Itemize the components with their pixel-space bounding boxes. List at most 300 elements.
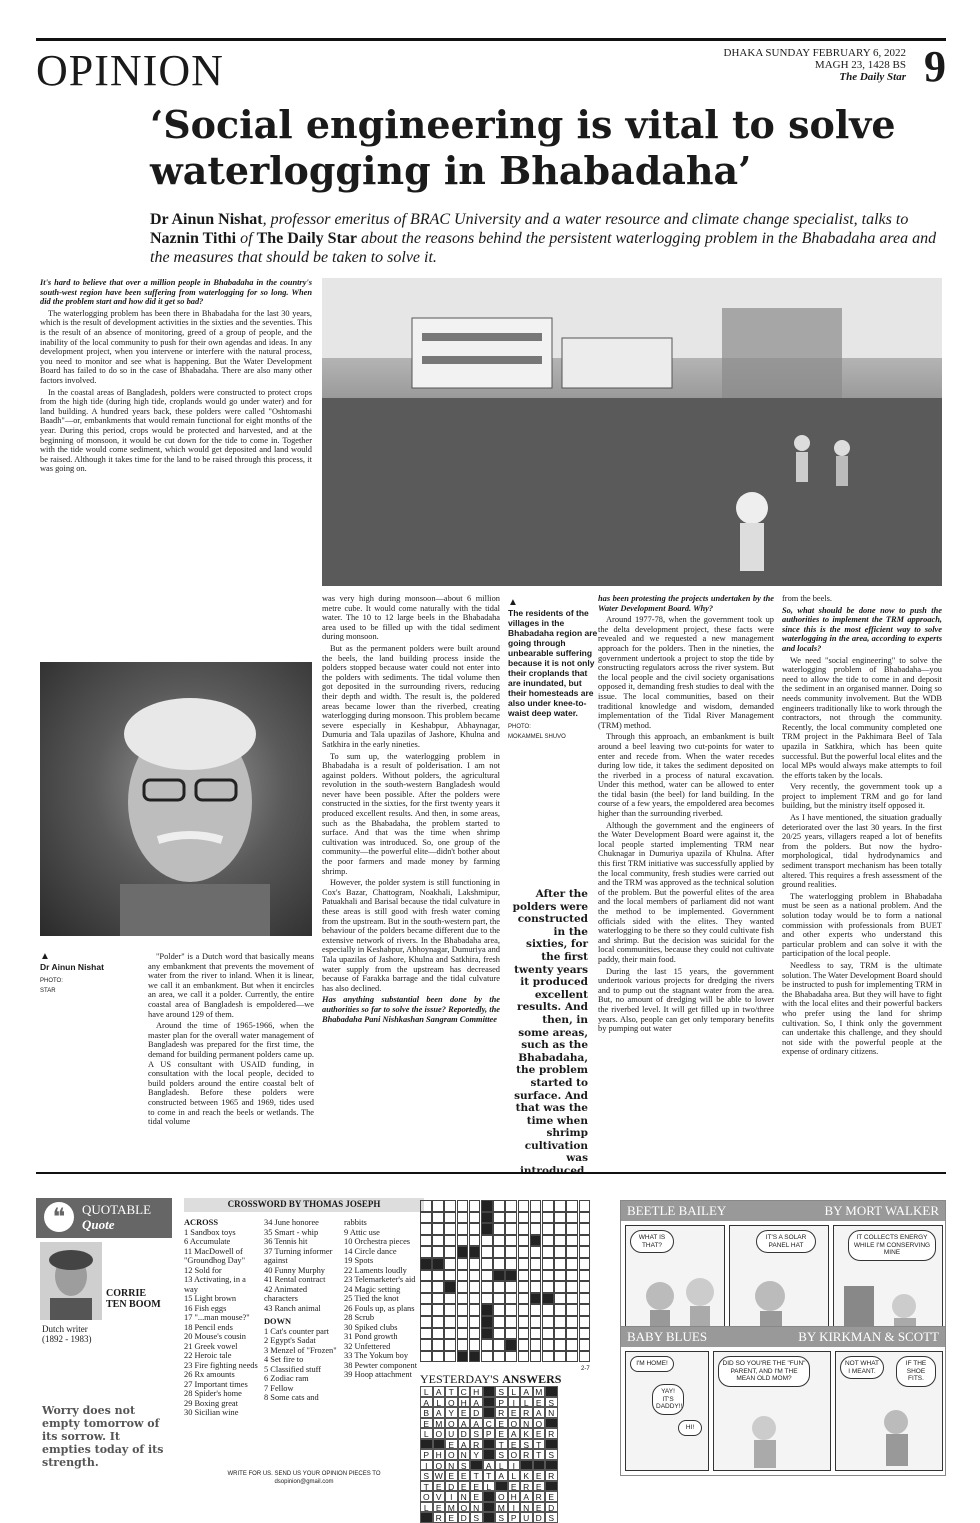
photo-credit bbox=[508, 722, 598, 742]
grid-cell[interactable] bbox=[469, 1328, 481, 1340]
grid-cell[interactable] bbox=[420, 1212, 432, 1224]
grid-cell[interactable] bbox=[554, 1351, 566, 1363]
clue-column-1 bbox=[184, 1218, 260, 1418]
grid-cell[interactable] bbox=[530, 1316, 542, 1328]
grid-cell[interactable] bbox=[505, 1258, 517, 1270]
answer-cell: S bbox=[495, 1386, 508, 1397]
grid-cell[interactable] bbox=[444, 1328, 456, 1340]
grid-cell[interactable] bbox=[457, 1246, 469, 1258]
clue: rabbits bbox=[344, 1218, 367, 1227]
grid-cell[interactable] bbox=[481, 1223, 493, 1235]
author-last-name: TEN BOOM bbox=[106, 1299, 161, 1310]
dateline bbox=[724, 47, 906, 83]
grid-cell[interactable] bbox=[469, 1246, 481, 1258]
clue: 20 Mouse's cousin bbox=[184, 1332, 246, 1341]
grid-cell[interactable] bbox=[566, 1223, 578, 1235]
author-photo bbox=[40, 1242, 102, 1320]
grid-cell[interactable] bbox=[457, 1258, 469, 1270]
grid-cell[interactable] bbox=[505, 1246, 517, 1258]
grid-cell[interactable] bbox=[542, 1200, 554, 1212]
grid-cell[interactable] bbox=[444, 1339, 456, 1351]
grid-cell[interactable] bbox=[481, 1270, 493, 1282]
grid-cell[interactable] bbox=[554, 1316, 566, 1328]
answer-cell: L bbox=[420, 1502, 433, 1513]
down-label: DOWN bbox=[264, 1317, 291, 1326]
grid-cell[interactable] bbox=[518, 1258, 530, 1270]
standfirst-text: about the reasons behind the persistent waterlogging problem in the Bhabadaha area and the measures that should be taken to solve it. bbox=[150, 230, 937, 266]
answer-cell: I bbox=[508, 1460, 521, 1471]
grid-cell[interactable] bbox=[481, 1281, 493, 1293]
grid-cell[interactable] bbox=[493, 1235, 505, 1247]
grid-cell[interactable] bbox=[518, 1200, 530, 1212]
grid-cell[interactable] bbox=[505, 1212, 517, 1224]
grid-cell[interactable] bbox=[444, 1246, 456, 1258]
grid-cell[interactable] bbox=[420, 1328, 432, 1340]
grid-cell[interactable] bbox=[481, 1200, 493, 1212]
grid-cell[interactable] bbox=[505, 1223, 517, 1235]
comic-title: BEETLE BAILEY bbox=[627, 1203, 727, 1218]
answer-cell bbox=[483, 1502, 496, 1513]
crossword-title: CROSSWORD BY THOMAS JOSEPH bbox=[184, 1198, 424, 1212]
answer-cell bbox=[483, 1397, 496, 1408]
grid-cell[interactable] bbox=[566, 1235, 578, 1247]
clue: 26 Rx amounts bbox=[184, 1370, 235, 1379]
article-column-4 bbox=[598, 594, 774, 1167]
answer-cell: W bbox=[433, 1470, 446, 1481]
answer-cell: A bbox=[470, 1418, 483, 1429]
crossword-clues bbox=[184, 1198, 424, 1474]
grid-cell[interactable] bbox=[542, 1223, 554, 1235]
grid-cell[interactable] bbox=[518, 1246, 530, 1258]
answer-cell: E bbox=[445, 1470, 458, 1481]
answer-cell: U bbox=[520, 1512, 533, 1523]
clue: 8 Some cats and bbox=[264, 1393, 319, 1402]
grid-cell[interactable] bbox=[432, 1258, 444, 1270]
grid-cell[interactable] bbox=[420, 1293, 432, 1305]
answer-cell bbox=[545, 1460, 558, 1471]
grid-cell[interactable] bbox=[530, 1293, 542, 1305]
answer-cell: D bbox=[458, 1428, 471, 1439]
grid-cell[interactable] bbox=[444, 1200, 456, 1212]
paragraph: But as the permanent polders were built around the beels, the land building process inside the polders stopped because water could not enter into the polders with sediments. The tidal volume then got deposited in the surrounding rivers, reducing their depth and width. The result is, the poldered areas became lower than the riverbed, creating waterlogging during monsoon. This problem became severe especially in Keshabpur, Abhaynagar, Dumuria and Tala upazilas of Jashore, Khulna and Satkhira in the early nineties. bbox=[322, 643, 500, 749]
bangla-date: MAGH 23, 1428 BS bbox=[814, 59, 906, 71]
grid-cell[interactable] bbox=[481, 1316, 493, 1328]
grid-cell[interactable] bbox=[493, 1304, 505, 1316]
clue: 4 Set fire to bbox=[264, 1355, 304, 1364]
paper-ref: The Daily Star bbox=[256, 230, 358, 247]
grid-cell[interactable] bbox=[469, 1351, 481, 1363]
grid-cell[interactable] bbox=[542, 1304, 554, 1316]
answer-row bbox=[420, 1502, 620, 1513]
grid-cell[interactable] bbox=[493, 1246, 505, 1258]
question: Has anything substantial been done by the authorities so far to solve the issue? Reportedly, the Bhabadaha Pani Nishkashan Sangram Committee bbox=[322, 995, 500, 1024]
quote-author-block bbox=[36, 1242, 172, 1324]
grid-cell[interactable] bbox=[542, 1281, 554, 1293]
grid-cell[interactable] bbox=[554, 1235, 566, 1247]
grid-cell[interactable] bbox=[530, 1270, 542, 1282]
grid-cell[interactable] bbox=[432, 1281, 444, 1293]
grid-cell[interactable] bbox=[420, 1351, 432, 1363]
grid-cell[interactable] bbox=[518, 1304, 530, 1316]
grid-cell[interactable] bbox=[457, 1235, 469, 1247]
answer-cell: I bbox=[508, 1502, 521, 1513]
grid-cell[interactable] bbox=[566, 1304, 578, 1316]
answer-cell: E bbox=[433, 1502, 446, 1513]
answer-cell: L bbox=[433, 1397, 446, 1408]
clue: 27 Important times bbox=[184, 1379, 248, 1389]
author-occupation: Dutch writer bbox=[42, 1324, 88, 1334]
grid-cell[interactable] bbox=[505, 1293, 517, 1305]
answer-cell bbox=[483, 1439, 496, 1450]
answer-cell: M bbox=[533, 1386, 546, 1397]
grid-cell[interactable] bbox=[444, 1281, 456, 1293]
grid-cell[interactable] bbox=[444, 1223, 456, 1235]
grid-cell[interactable] bbox=[505, 1270, 517, 1282]
grid-cell[interactable] bbox=[469, 1316, 481, 1328]
grid-cell[interactable] bbox=[444, 1304, 456, 1316]
answer-cell bbox=[483, 1449, 496, 1460]
clue: 29 Boxing great bbox=[184, 1398, 238, 1408]
answer-cell bbox=[545, 1439, 558, 1450]
grid-cell[interactable] bbox=[554, 1212, 566, 1224]
grid-cell[interactable] bbox=[469, 1281, 481, 1293]
grid-cell[interactable] bbox=[554, 1223, 566, 1235]
clue: 36 Tennis hit bbox=[264, 1237, 308, 1246]
grid-cell[interactable] bbox=[493, 1200, 505, 1212]
grid-cell[interactable] bbox=[554, 1304, 566, 1316]
answer-cell: S bbox=[420, 1470, 433, 1481]
pull-quote: After the polders were constructed in the sixties, for the first twenty years it produced excellent results. And then, in some areas, such as the Bhabadaha, the problem started to surface. And that was the time when shrimp cultivation was bbox=[512, 888, 588, 1165]
grid-cell[interactable] bbox=[566, 1351, 578, 1363]
grid-cell[interactable] bbox=[554, 1258, 566, 1270]
credit-name: STAR bbox=[40, 988, 56, 994]
grid-cell[interactable] bbox=[457, 1304, 469, 1316]
clue: 13 Activating, in a way bbox=[184, 1275, 246, 1294]
grid-cell[interactable] bbox=[505, 1316, 517, 1328]
grid-cell[interactable] bbox=[518, 1328, 530, 1340]
clue: 16 Fish eggs bbox=[184, 1303, 227, 1313]
grid-cell[interactable] bbox=[432, 1212, 444, 1224]
interviewee-name: Dr Ainun Nishat bbox=[150, 211, 263, 228]
grid-cell[interactable] bbox=[481, 1351, 493, 1363]
grid-cell[interactable] bbox=[457, 1270, 469, 1282]
answer-cell bbox=[533, 1460, 546, 1471]
paragraph: However, the polder system is still functioning in Cox's Bazar, Chattogram, Noakhali, Lakshmipur, Patuakhali and Barisal because the tidal culvature in these areas is still good with fresh water coming from the upstream. But in the south-western part, the behaviour of the polders became different due to the extensive network of rivers. In the Bhabadaha area, especially in Keshabpur, Abhoynagar, Dumuriya and Tala upazilas of Jashore, Khulna and Satkhira, fresh water supply from the upstream has decreased because of Farakka barrage and the tidal culvature has also declined. bbox=[322, 878, 500, 993]
answer-cell: Y bbox=[470, 1449, 483, 1460]
clue: 33 The Yokum boy bbox=[344, 1351, 409, 1360]
answer-cell: R bbox=[545, 1428, 558, 1439]
grid-cell[interactable] bbox=[457, 1281, 469, 1293]
grid-cell[interactable] bbox=[542, 1246, 554, 1258]
clue: 35 Smart - whip bbox=[264, 1227, 319, 1237]
quote-mark-icon: ❝ bbox=[44, 1202, 74, 1232]
grid-cell[interactable] bbox=[432, 1328, 444, 1340]
grid-cell[interactable] bbox=[518, 1212, 530, 1224]
grid-cell[interactable] bbox=[493, 1339, 505, 1351]
grid-cell[interactable] bbox=[432, 1316, 444, 1328]
answers-title-b: ANSWERS bbox=[502, 1372, 562, 1386]
grid-cell[interactable] bbox=[469, 1200, 481, 1212]
clue: 34 June honoree bbox=[264, 1218, 319, 1227]
grid-cell[interactable] bbox=[518, 1270, 530, 1282]
grid-cell[interactable] bbox=[518, 1223, 530, 1235]
grid-cell[interactable] bbox=[481, 1339, 493, 1351]
grid-cell[interactable] bbox=[493, 1328, 505, 1340]
answer-cell: E bbox=[458, 1407, 471, 1418]
photo-caption bbox=[508, 598, 598, 742]
answer-cell: A bbox=[433, 1386, 446, 1397]
grid-cell[interactable] bbox=[566, 1281, 578, 1293]
grid-cell[interactable] bbox=[530, 1328, 542, 1340]
grid-cell[interactable] bbox=[518, 1316, 530, 1328]
answer-cell: L bbox=[508, 1386, 521, 1397]
grid-cell[interactable] bbox=[444, 1316, 456, 1328]
grid-cell[interactable] bbox=[444, 1235, 456, 1247]
answer-cell: E bbox=[533, 1428, 546, 1439]
grid-cell[interactable] bbox=[420, 1270, 432, 1282]
grid-cell[interactable] bbox=[554, 1339, 566, 1351]
grid-cell[interactable] bbox=[457, 1339, 469, 1351]
grid-cell[interactable] bbox=[542, 1258, 554, 1270]
grid-cell[interactable] bbox=[579, 1339, 591, 1351]
grid-cell[interactable] bbox=[481, 1293, 493, 1305]
grid-cell[interactable] bbox=[530, 1339, 542, 1351]
grid-cell[interactable] bbox=[493, 1281, 505, 1293]
answer-cell: E bbox=[470, 1491, 483, 1502]
grid-cell[interactable] bbox=[457, 1351, 469, 1363]
grid-cell[interactable] bbox=[420, 1235, 432, 1247]
grid-cell[interactable] bbox=[566, 1328, 578, 1340]
grid-cell[interactable] bbox=[493, 1223, 505, 1235]
grid-cell[interactable] bbox=[566, 1246, 578, 1258]
grid-cell[interactable] bbox=[579, 1270, 591, 1282]
grid-cell[interactable] bbox=[542, 1339, 554, 1351]
answer-row bbox=[420, 1481, 620, 1492]
grid-cell[interactable] bbox=[493, 1258, 505, 1270]
speech-bubble: IF THE SHOE FITS. bbox=[896, 1356, 936, 1387]
grid-cell[interactable] bbox=[579, 1235, 591, 1247]
answer-cell bbox=[420, 1439, 433, 1450]
grid-cell[interactable] bbox=[579, 1328, 591, 1340]
grid-cell[interactable] bbox=[432, 1351, 444, 1363]
grid-cell[interactable] bbox=[432, 1235, 444, 1247]
grid-cell[interactable] bbox=[469, 1270, 481, 1282]
grid-cell[interactable] bbox=[432, 1246, 444, 1258]
grid-cell[interactable] bbox=[566, 1200, 578, 1212]
grid-cell[interactable] bbox=[444, 1270, 456, 1282]
answer-cell bbox=[520, 1460, 533, 1471]
paragraph: Around 1977-78, when the government took up the delta development project, these facts were revealed and we requested a new management approach for the polders. Then in the nineties, the government undertook a project to stop the tide by constructing regulators across the river system. But the local people and the civil society organisations opposed it, demanding fresh studies to deal with the issue. The local communities, based on their traditional knowledge and wisdom, demanded implementation of the Tidal River Management (TRM) method. bbox=[598, 615, 774, 730]
grid-cell[interactable] bbox=[432, 1200, 444, 1212]
grid-cell[interactable] bbox=[481, 1328, 493, 1340]
clue: 42 Animated characters bbox=[264, 1284, 308, 1303]
grid-cell[interactable] bbox=[420, 1304, 432, 1316]
answer-cell: E bbox=[508, 1407, 521, 1418]
grid-cell[interactable] bbox=[530, 1281, 542, 1293]
answer-cell: T bbox=[533, 1449, 546, 1460]
grid-cell[interactable] bbox=[530, 1223, 542, 1235]
grid-cell[interactable] bbox=[505, 1351, 517, 1363]
grid-cell[interactable] bbox=[469, 1339, 481, 1351]
answer-cell: P bbox=[495, 1397, 508, 1408]
grid-cell[interactable] bbox=[542, 1235, 554, 1247]
grid-cell[interactable] bbox=[420, 1281, 432, 1293]
grid-cell[interactable] bbox=[554, 1200, 566, 1212]
answer-cell: T bbox=[483, 1470, 496, 1481]
grid-cell[interactable] bbox=[481, 1246, 493, 1258]
paragraph: In the coastal areas of Bangladesh, polders were constructed to protect crops from the high tide (during high tide, croplands would go under water) and for land building. A hundred years back, these polders were called "Oshtomashi Baadh"—or, embankments that would remain functional for eight months of the year. During this period, crops would be protected and harvested, and at the beginning of monsoon, it would be cut down for the tide to come in. Together with the tide would come sediment, which would get deposited and land would be raised. Although it takes time for the land to be raised through this process, it was going on. bbox=[40, 387, 312, 474]
answer-cell: S bbox=[545, 1449, 558, 1460]
standfirst-text: , professor emeritus of BRAC University and a water resource and climate change specialist, talks to bbox=[262, 211, 909, 228]
grid-cell[interactable] bbox=[420, 1246, 432, 1258]
grid-cell[interactable] bbox=[554, 1270, 566, 1282]
grid-cell[interactable] bbox=[579, 1246, 591, 1258]
grid-cell[interactable] bbox=[530, 1212, 542, 1224]
grid-cell[interactable] bbox=[554, 1246, 566, 1258]
grid-cell[interactable] bbox=[457, 1328, 469, 1340]
grid-cell[interactable] bbox=[432, 1223, 444, 1235]
comic-panel-3 bbox=[835, 1351, 943, 1471]
grid-cell[interactable] bbox=[420, 1223, 432, 1235]
headline bbox=[150, 102, 930, 194]
grid-cell[interactable] bbox=[542, 1293, 554, 1305]
grid-cell[interactable] bbox=[444, 1293, 456, 1305]
grid-cell[interactable] bbox=[554, 1281, 566, 1293]
grid-cell[interactable] bbox=[579, 1304, 591, 1316]
grid-cell[interactable] bbox=[432, 1304, 444, 1316]
grid-cell[interactable] bbox=[469, 1258, 481, 1270]
grid-cell[interactable] bbox=[530, 1351, 542, 1363]
grid-cell[interactable] bbox=[505, 1339, 517, 1351]
grid-cell[interactable] bbox=[518, 1281, 530, 1293]
grid-cell[interactable] bbox=[530, 1304, 542, 1316]
answer-cell: L bbox=[420, 1428, 433, 1439]
grid-cell[interactable] bbox=[493, 1316, 505, 1328]
grid-cell[interactable] bbox=[518, 1339, 530, 1351]
grid-cell[interactable] bbox=[481, 1235, 493, 1247]
grid-cell[interactable] bbox=[469, 1212, 481, 1224]
grid-cell[interactable] bbox=[566, 1293, 578, 1305]
grid-cell[interactable] bbox=[444, 1258, 456, 1270]
grid-cell[interactable] bbox=[505, 1328, 517, 1340]
grid-cell[interactable] bbox=[579, 1223, 591, 1235]
grid-cell[interactable] bbox=[469, 1293, 481, 1305]
grid-cell[interactable] bbox=[579, 1200, 591, 1212]
grid-cell[interactable] bbox=[420, 1258, 432, 1270]
grid-cell[interactable] bbox=[457, 1212, 469, 1224]
grid-cell[interactable] bbox=[457, 1223, 469, 1235]
grid-cell[interactable] bbox=[505, 1281, 517, 1293]
grid-cell[interactable] bbox=[542, 1212, 554, 1224]
grid-cell[interactable] bbox=[542, 1328, 554, 1340]
grid-cell[interactable] bbox=[469, 1235, 481, 1247]
grid-cell[interactable] bbox=[542, 1316, 554, 1328]
grid-cell[interactable] bbox=[566, 1212, 578, 1224]
credit-label: PHOTO: bbox=[40, 978, 63, 984]
comic-baby-blues bbox=[620, 1326, 946, 1476]
grid-cell[interactable] bbox=[493, 1270, 505, 1282]
grid-cell[interactable] bbox=[579, 1351, 591, 1363]
grid-cell[interactable] bbox=[518, 1293, 530, 1305]
grid-cell[interactable] bbox=[457, 1316, 469, 1328]
answer-cell: I bbox=[420, 1460, 433, 1471]
grid-cell[interactable] bbox=[518, 1351, 530, 1363]
grid-cell[interactable] bbox=[493, 1351, 505, 1363]
grid-cell[interactable] bbox=[505, 1235, 517, 1247]
grid-cell[interactable] bbox=[579, 1258, 591, 1270]
grid-cell[interactable] bbox=[432, 1270, 444, 1282]
grid-cell[interactable] bbox=[566, 1258, 578, 1270]
grid-cell[interactable] bbox=[542, 1351, 554, 1363]
answer-cell: S bbox=[495, 1512, 508, 1523]
grid-cell[interactable] bbox=[542, 1270, 554, 1282]
crossword-grid bbox=[420, 1200, 595, 1364]
grid-cell[interactable] bbox=[481, 1258, 493, 1270]
clue: 9 Attic use bbox=[344, 1227, 380, 1237]
grid-cell[interactable] bbox=[530, 1246, 542, 1258]
grid-cell[interactable] bbox=[469, 1223, 481, 1235]
speech-bubble: WHAT IS THAT? bbox=[630, 1230, 674, 1253]
clue: 5 Classified stuff bbox=[264, 1364, 322, 1374]
grid-cell[interactable] bbox=[579, 1293, 591, 1305]
grid-cell[interactable] bbox=[566, 1339, 578, 1351]
answer-cell: R bbox=[545, 1470, 558, 1481]
grid-cell[interactable] bbox=[444, 1351, 456, 1363]
grid-cell[interactable] bbox=[481, 1212, 493, 1224]
grid-cell[interactable] bbox=[566, 1270, 578, 1282]
answer-cell bbox=[495, 1481, 508, 1492]
grid-cell[interactable] bbox=[530, 1235, 542, 1247]
comic-header bbox=[621, 1201, 945, 1221]
answer-cell: E bbox=[495, 1428, 508, 1439]
grid-cell[interactable] bbox=[505, 1200, 517, 1212]
grid-cell[interactable] bbox=[420, 1339, 432, 1351]
caption-text: The residents of the villages in the Bhabadaha region are going through unbearable suffering because it is not only their croplands that are inundated, but their homesteads are also under knee-to-waist deep water. bbox=[508, 608, 598, 718]
grid-cell[interactable] bbox=[554, 1328, 566, 1340]
grid-cell[interactable] bbox=[518, 1235, 530, 1247]
grid-cell[interactable] bbox=[481, 1304, 493, 1316]
quote-header bbox=[36, 1198, 172, 1238]
answer-cell: I bbox=[445, 1491, 458, 1502]
grid-cell[interactable] bbox=[530, 1258, 542, 1270]
answer-cell: S bbox=[545, 1512, 558, 1523]
grid-cell[interactable] bbox=[457, 1200, 469, 1212]
grid-cell[interactable] bbox=[530, 1200, 542, 1212]
grid-cell[interactable] bbox=[469, 1304, 481, 1316]
grid-cell[interactable] bbox=[554, 1293, 566, 1305]
answer-cell: K bbox=[520, 1428, 533, 1439]
grid-cell[interactable] bbox=[420, 1200, 432, 1212]
grid-cell[interactable] bbox=[420, 1316, 432, 1328]
answer-cell: E bbox=[458, 1481, 471, 1492]
grid-cell[interactable] bbox=[566, 1316, 578, 1328]
submission-email: dsopinion@gmail.com bbox=[274, 1479, 334, 1485]
clue: 6 Accumulate bbox=[184, 1237, 231, 1246]
grid-cell[interactable] bbox=[579, 1281, 591, 1293]
grid-cell[interactable] bbox=[493, 1293, 505, 1305]
grid-cell[interactable] bbox=[505, 1304, 517, 1316]
grid-cell[interactable] bbox=[432, 1293, 444, 1305]
grid-cell[interactable] bbox=[432, 1339, 444, 1351]
grid-cell[interactable] bbox=[579, 1212, 591, 1224]
credit-label: PHOTO: bbox=[508, 724, 531, 730]
grid-cell[interactable] bbox=[444, 1212, 456, 1224]
answer-cell: E bbox=[445, 1439, 458, 1450]
grid-cell[interactable] bbox=[493, 1212, 505, 1224]
grid-cell[interactable] bbox=[457, 1293, 469, 1305]
grid-cell[interactable] bbox=[579, 1316, 591, 1328]
caption-arrow-icon: ▲ bbox=[40, 951, 50, 962]
